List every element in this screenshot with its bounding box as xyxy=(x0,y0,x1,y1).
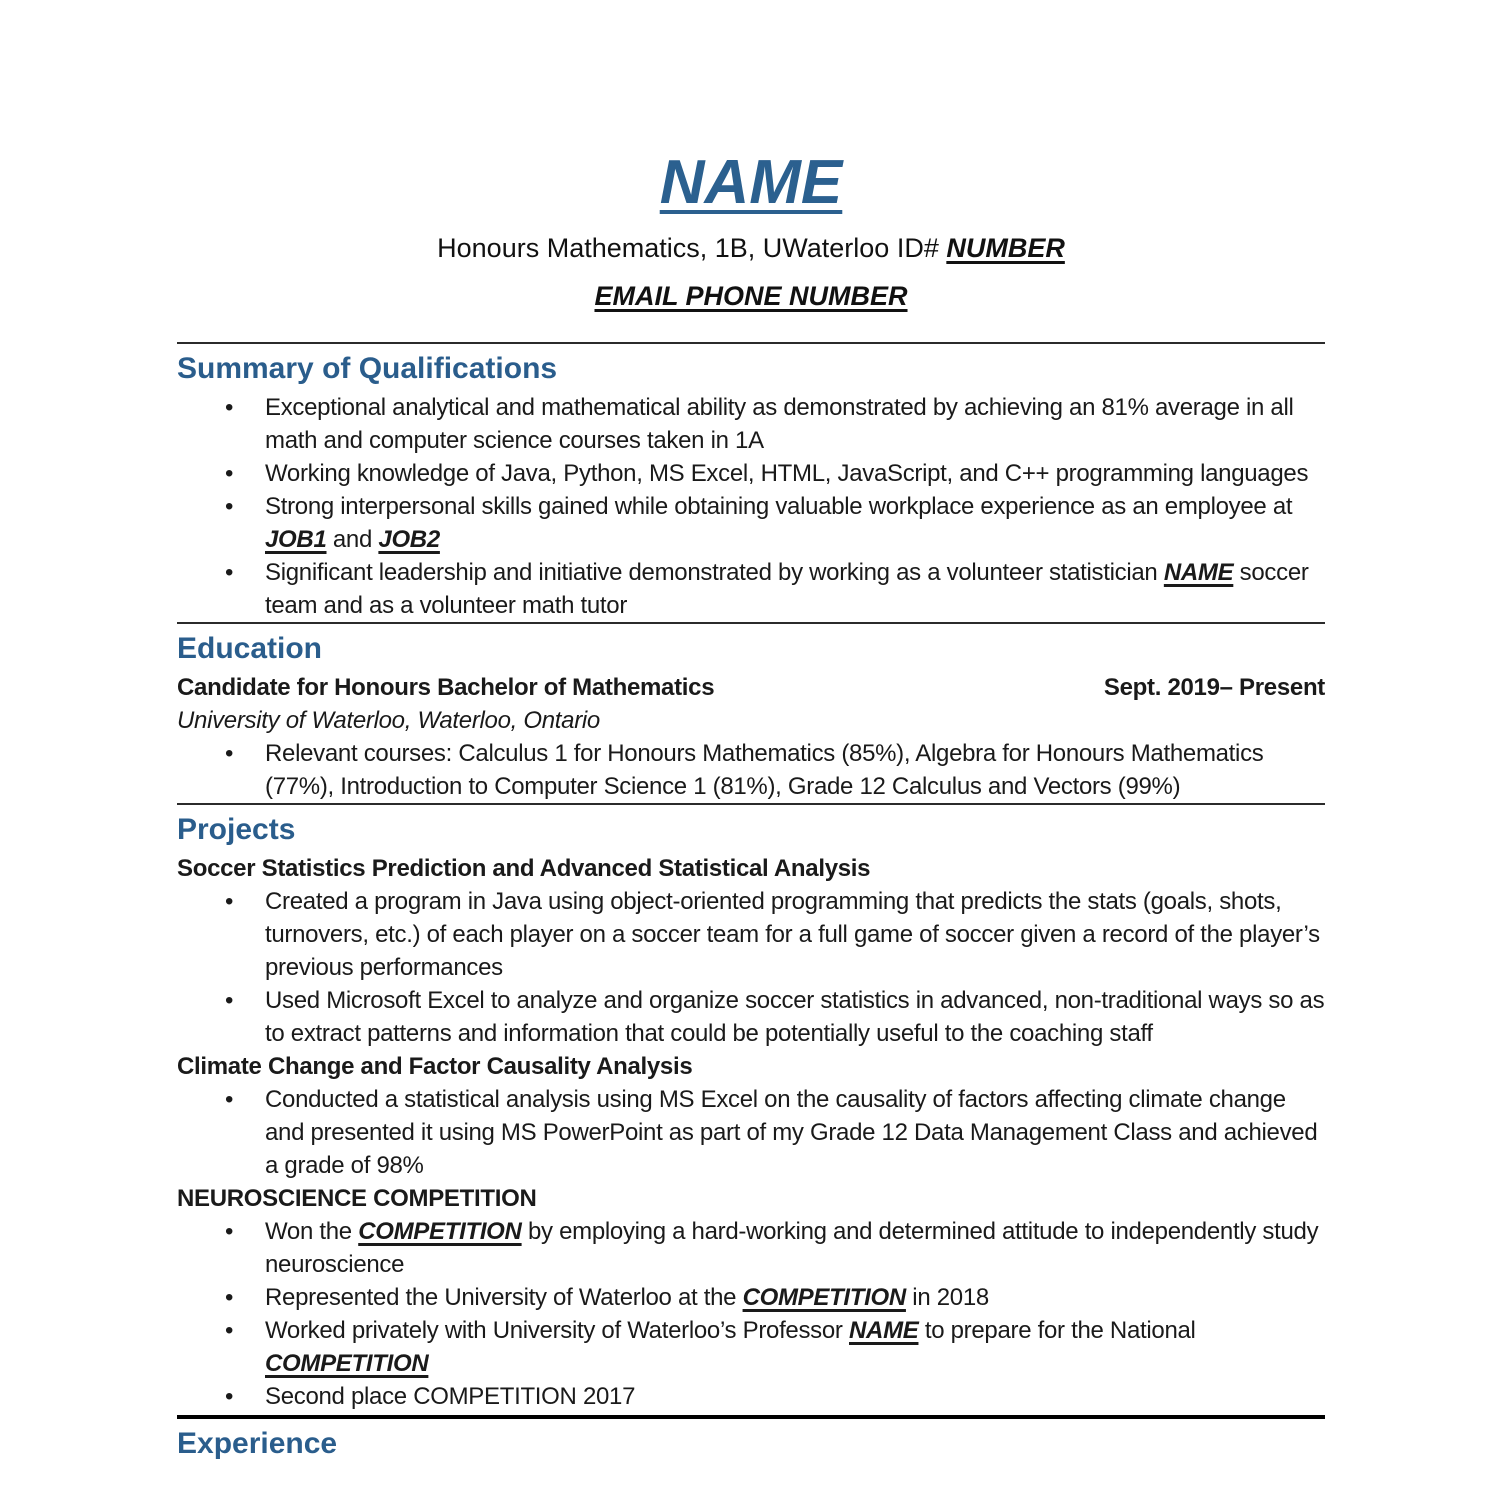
contact-line: EMAIL PHONE NUMBER xyxy=(594,281,908,311)
section-heading-summary: Summary of Qualifications xyxy=(177,352,558,385)
degree-id-prefix: Honours Mathematics, 1B, UWaterloo ID# xyxy=(437,233,947,263)
placeholder-token: COMPETITION xyxy=(358,1218,522,1245)
list-item: • Represented the University of Waterloo at the COMPETITION in 2018 xyxy=(177,1281,1325,1314)
list-item: • Created a program in Java using object-oriented programming that predicts the stats (goals, shots, turnovers, etc.) of each player on a soccer team for a full game of soccer given a record of the player’s previous performances xyxy=(177,885,1325,984)
list-item: • Relevant courses: Calculus 1 for Honours Mathematics (85%), Algebra for Honours Mathematics (77%), Introduction to Computer Science 1 (81%), Grade 12 Calculus and Vectors (99%) xyxy=(177,737,1325,803)
placeholder-token: NAME xyxy=(849,1317,919,1344)
education-degree-row xyxy=(177,671,1325,704)
list-item: • Second place COMPETITION 2017 xyxy=(177,1380,1325,1413)
project-title-climate: Climate Change and Factor Causality Analysis xyxy=(177,1053,693,1080)
list-item: • Exceptional analytical and mathematical ability as demonstrated by achieving an 81% average in all math and computer science courses taken in 1A xyxy=(177,391,1325,457)
project-title-soccer: Soccer Statistics Prediction and Advanced Statistical Analysis xyxy=(177,855,871,882)
list-item: • Strong interpersonal skills gained while obtaining valuable workplace experience as an employee at JOB1 and JOB2 xyxy=(177,490,1325,556)
resume-page xyxy=(177,0,1325,1464)
placeholder-token: COMPETITION xyxy=(742,1284,906,1311)
placeholder-token: JOB2 xyxy=(378,526,440,553)
summary-bullet-list xyxy=(177,391,1325,622)
placeholder-token: COMPETITION xyxy=(265,1350,429,1377)
education-dates: Sept. 2019– Present xyxy=(1103,674,1325,701)
list-item: • Working knowledge of Java, Python, MS Excel, HTML, JavaScript, and C++ programming languages xyxy=(177,457,1325,490)
list-item: • Won the COMPETITION by employing a hard-working and determined attitude to independently study neuroscience xyxy=(177,1215,1325,1281)
section-heading-education: Education xyxy=(177,632,323,665)
id-number-token: NUMBER xyxy=(946,233,1065,263)
section-divider xyxy=(177,342,1325,344)
placeholder-token: NAME xyxy=(1163,559,1234,586)
project-soccer-bullet-list xyxy=(177,885,1325,1050)
section-heading-projects: Projects xyxy=(177,813,296,846)
section-heading-experience: Experience xyxy=(177,1427,338,1460)
degree-id-line xyxy=(177,230,1325,266)
list-item: • Worked privately with University of Waterloo’s Professor NAME to prepare for the National COMPETITION xyxy=(177,1314,1325,1380)
education-school: University of Waterloo, Waterloo, Ontario xyxy=(177,707,600,734)
name-title: NAME xyxy=(659,148,843,217)
education-bullet-list xyxy=(177,737,1325,803)
project-title-neuroscience: NEUROSCIENCE COMPETITION xyxy=(177,1185,537,1212)
list-item: • Conducted a statistical analysis using MS Excel on the causality of factors affecting climate change and presented it using MS PowerPoint as part of my Grade 12 Data Management Class and achieved a grade of 98% xyxy=(177,1083,1325,1182)
section-divider xyxy=(177,622,1325,624)
list-item: • Used Microsoft Excel to analyze and organize soccer statistics in advanced, non-traditional ways so as to extract patterns and information that could be potentially useful to the coaching staff xyxy=(177,984,1325,1050)
education-degree: Candidate for Honours Bachelor of Mathematics xyxy=(177,674,715,701)
placeholder-token: JOB1 xyxy=(265,526,327,553)
project-climate-bullet-list xyxy=(177,1083,1325,1182)
section-divider-thick xyxy=(177,1415,1325,1419)
section-divider xyxy=(177,803,1325,805)
resume-header xyxy=(177,148,1325,314)
project-neuroscience-bullet-list xyxy=(177,1215,1325,1413)
list-item: • Significant leadership and initiative demonstrated by working as a volunteer statistician NAME soccer team and as a volunteer math tutor xyxy=(177,556,1325,622)
